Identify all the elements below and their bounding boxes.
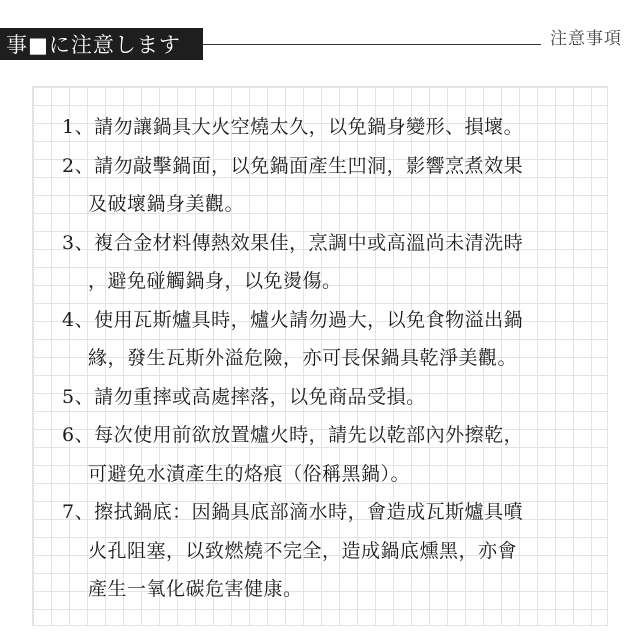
note-item [62,378,622,417]
note-line: 緣，發生瓦斯外溢危險，亦可長保鍋具乾淨美觀。 [88,347,518,369]
note-line: ，避免碰觸鍋身，以免燙傷。 [88,270,342,292]
note-line: 產生一氧化碳危害健康。 [88,578,303,600]
header-title: 事■に注意します [6,33,181,57]
header-title-block [0,28,203,60]
note-line: 及破壞鍋身美觀。 [88,193,245,215]
note-item [62,147,622,224]
note-line: 6、每次使用前欲放置爐火時，請先以乾部內外擦乾， [62,424,524,446]
note-item [62,108,622,147]
header-divider [203,44,541,45]
note-line: 火孔阻塞，以致燃燒不完全，造成鍋底燻黑，亦會 [88,539,518,562]
note-line: 可避免水漬產生的烙痕（俗稱黑鍋）。 [88,462,411,485]
note-line: 7、擦拭鍋底：因鍋具底部滴水時，會造成瓦斯爐具噴 [62,501,524,523]
notes-list [62,108,622,609]
header-right-label: 注意事項 [550,29,622,49]
note-line: 5、請勿重摔或高處摔落，以免商品受損。 [62,385,426,408]
note-line: 3、複合金材料傳熱效果佳，烹調中或高溫尚未清洗時 [62,231,524,254]
note-item [62,493,622,609]
note-line: 4、使用瓦斯爐具時，爐火請勿過大，以免食物溢出鍋 [62,308,524,331]
note-line: 1、請勿讓鍋具大火空燒太久，以免鍋身變形、損壞。 [62,116,524,138]
note-item [62,224,622,301]
note-item [62,301,622,378]
note-item [62,416,622,493]
note-line: 2、請勿敲擊鍋面，以免鍋面產生凹洞，影響烹煮效果 [62,154,524,177]
